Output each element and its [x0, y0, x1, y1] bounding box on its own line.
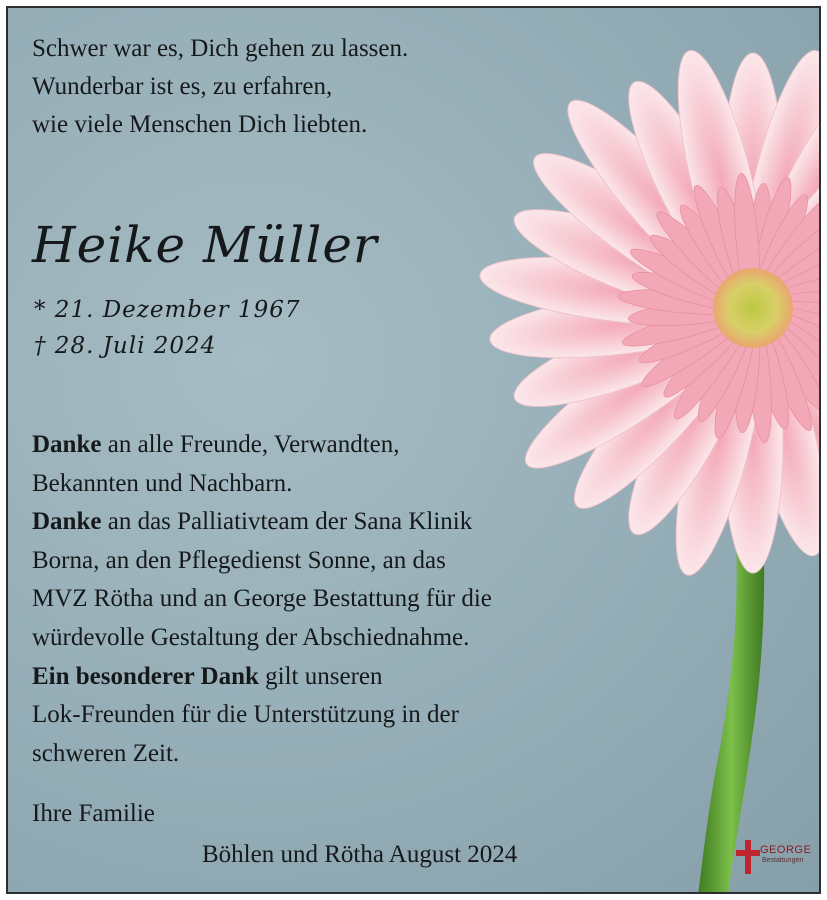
obituary-card: [6, 6, 821, 894]
deceased-name: Heike Müller: [32, 216, 378, 274]
thanks-line: Lok-Freunden für die Unterstützung in der: [32, 701, 459, 729]
birth-date: * 21. Dezember 1967: [34, 297, 301, 323]
funeral-home-logo: [736, 836, 816, 882]
thanks-line: würdevolle Gestaltung der Abschiednahme.: [32, 623, 470, 651]
verse-line: Wunderbar ist es, zu erfahren,: [32, 73, 333, 100]
place-date: Böhlen und Rötha August 2024: [202, 841, 518, 868]
logo-subtitle: Bestattungen: [762, 857, 804, 864]
verse: [32, 30, 408, 144]
flower-center: [713, 268, 793, 348]
death-date: † 28. Juli 2024: [34, 333, 217, 359]
thanks-bold: Ein besonderer Dank: [32, 662, 259, 690]
thanks-text: [32, 426, 492, 773]
thanks-bold: Danke: [32, 431, 102, 458]
thanks-line: Borna, an den Pflegedienst Sonne, an das: [32, 546, 446, 574]
thanks-line: Danke an alle Freunde, Verwandten,: [32, 431, 400, 458]
cross-icon: [736, 840, 760, 874]
thanks-line: Bekannten und Nachbarn.: [32, 469, 293, 497]
verse-line: wie viele Menschen Dich liebten.: [32, 111, 368, 138]
life-dates: [34, 292, 300, 364]
thanks-bold: Danke: [32, 508, 102, 536]
verse-line: Schwer war es, Dich gehen zu lassen.: [32, 35, 409, 62]
logo-name: GEORGE: [760, 844, 812, 856]
thanks-line: Danke an das Palliativteam der Sana Klinik: [32, 508, 473, 536]
signature: Ihre Familie: [32, 800, 155, 827]
thanks-line: schweren Zeit.: [32, 739, 180, 767]
thanks-line: Ein besonderer Dank gilt unseren: [32, 662, 383, 690]
thanks-line: MVZ Rötha und an George Bestattung für die: [32, 585, 492, 613]
